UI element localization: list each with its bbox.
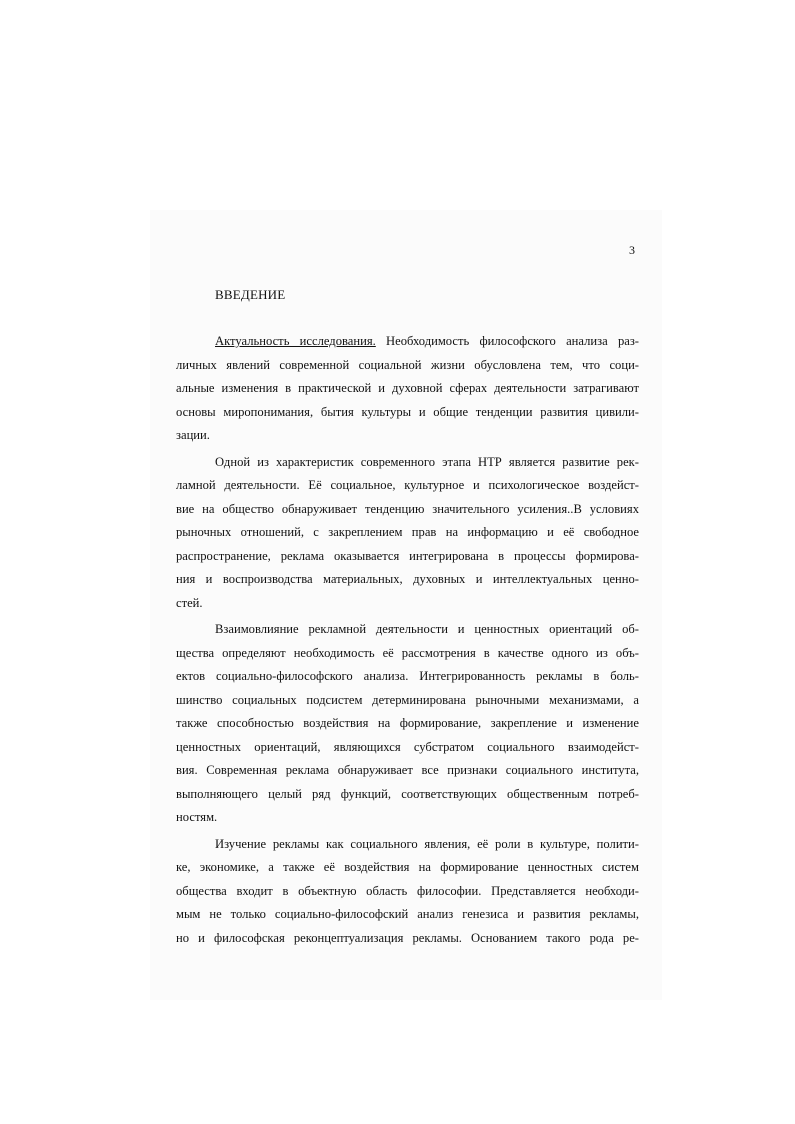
text-line: ностям. [176,810,218,824]
text-line: выполняющего целый ряд функций, соответствующих общественным потреб- [176,786,639,801]
body-text [176,330,639,950]
text-line: ектов социально-философского анализа. Интегрированность рекламы в боль- [176,669,639,683]
text-line: ния и воспроизводства материальных, духовных и интеллектуальных ценно- [176,572,639,586]
text-line: личных явлений современной социальной жизни обусловлена тем, что соци- [176,357,639,372]
line-text: Необходимость философского анализа раз- [375,334,639,348]
paragraph [176,330,639,448]
text-line: шинство социальных подсистем детерминирована рыночными механизмами, а [176,692,639,707]
paragraph [176,618,639,830]
underlined-term: Актуальность исследования. [215,334,376,348]
text-line: мым не только социально-философский анализ генезиса и развития рекламы, [176,907,639,921]
text-line: вия. Современная реклама обнаруживает все признаки социального института, [176,763,639,777]
text-line: ламной деятельности. Её социальное, культурное и психологическое воздейст- [176,478,639,492]
text-line: ке, экономике, а также её воздействия на формирование ценностных систем [176,860,639,874]
text-line: рыночных отношений, с закреплением прав на информацию и её свободное [176,525,639,539]
text-line: стей. [176,595,203,610]
text-line: основы миропонимания, бытия культуры и общие тенденции развития цивили- [176,404,639,419]
section-heading: ВВЕДЕНИЕ [215,287,286,302]
paragraph [176,833,639,951]
text-line: Одной из характеристик современного этапа НТР является развитие рек- [215,454,639,469]
text-line: общества входит в объектную область философии. Представляется необходи- [176,883,639,898]
text-line: Изучение рекламы как социального явления, её роли в культуре, полити- [215,836,639,851]
text-line: зации. [176,428,210,442]
page-number: 3 [629,243,635,257]
text-line: Взаимовлияние рекламной деятельности и ценностных ориентаций об- [215,622,639,636]
text-line: распространение, реклама оказывается интегрирована в процессы формирова- [176,548,639,563]
text-line: также способностью воздействия на формирование, закрепление и изменение [176,716,639,730]
text-line: вие на общество обнаруживает тенденцию значительного усиления..В условиях [176,501,639,516]
text-line: альные изменения в практической и духовной сферах деятельности затрагивают [176,381,639,395]
paragraph [176,451,639,616]
text-line: но и философская реконцептуализация рекламы. Основанием такого рода ре- [176,930,639,945]
text-line: ценностных ориентаций, являющихся субстратом социального взаимодейст- [176,739,639,754]
text-line: щества определяют необходимость её рассмотрения в качестве одного из объ- [176,645,639,660]
text-line [176,330,639,354]
